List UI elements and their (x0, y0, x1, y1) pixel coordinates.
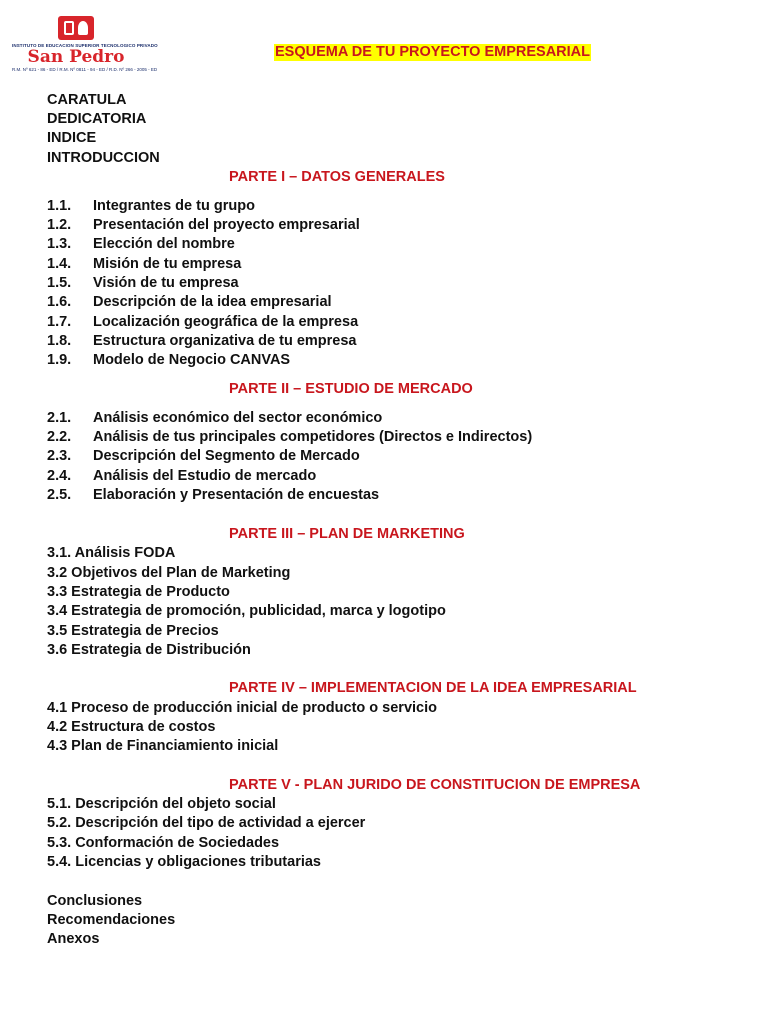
list-item: 2.2. Análisis de tus principales competidores (Directos e Indirectos) (47, 429, 533, 445)
list-item: 5.4. Licencias y obligaciones tributarias (47, 854, 321, 870)
intro-item: INTRODUCCION (47, 150, 160, 166)
intro-item: INDICE (47, 130, 97, 146)
page-title: ESQUEMA DE TU PROYECTO EMPRESARIAL (275, 44, 591, 60)
list-item: 1.8. Estructura organizativa de tu empresa (47, 333, 357, 349)
intro-item: DEDICATORIA (47, 111, 147, 127)
list-item: 3.2 Objetivos del Plan de Marketing (47, 565, 291, 581)
list-item: 1.3. Elección del nombre (47, 236, 235, 252)
intro-item: CARATULA (47, 92, 127, 108)
logo-name: San Pedro (27, 47, 125, 67)
list-item: 3.3 Estrategia de Producto (47, 584, 230, 600)
section-heading: PARTE III – PLAN DE MARKETING (229, 526, 465, 542)
list-item: 3.1. Análisis FODA (47, 545, 176, 561)
list-item: 2.3. Descripción del Segmento de Mercado (47, 448, 360, 464)
list-item: 1.5. Visión de tu empresa (47, 275, 239, 291)
list-item: 2.1. Análisis económico del sector económico (47, 410, 383, 426)
list-item: 1.7. Localización geográfica de la empresa (47, 314, 359, 330)
list-item: 2.4. Análisis del Estudio de mercado (47, 468, 317, 484)
section-heading: PARTE I – DATOS GENERALES (229, 169, 445, 185)
list-item: 1.9. Modelo de Negocio CANVAS (47, 352, 291, 368)
list-item: 1.1. Integrantes de tu grupo (47, 198, 255, 214)
closing-item: Recomendaciones (47, 912, 176, 928)
logo-registration: R.M. Nº 621 - 86 - ED / R.M. Nº 0811 - 94 - ED / R.D. Nº 266 - 2005 - ED (12, 67, 158, 72)
list-item: 3.4 Estrategia de promoción, publicidad, marca y logotipo (47, 603, 446, 619)
list-item: 5.3. Conformación de Sociedades (47, 835, 280, 851)
list-item: 3.5 Estrategia de Precios (47, 623, 219, 639)
list-item: 5.1. Descripción del objeto social (47, 796, 276, 812)
section-heading: PARTE IV – IMPLEMENTACION DE LA IDEA EMPRESARIAL (229, 680, 637, 696)
logo-institution: INSTITUTO DE EDUCACION SUPERIOR TECNOLOGICO PRIVADO (12, 43, 158, 48)
list-item: 3.6 Estrategia de Distribución (47, 642, 251, 658)
list-item: 1.4. Misión de tu empresa (47, 256, 242, 272)
section-heading: PARTE V - PLAN JURIDO DE CONSTITUCION DE EMPRESA (229, 777, 641, 793)
institute-logo (12, 14, 158, 76)
list-item: 4.1 Proceso de producción inicial de producto o servicio (47, 700, 437, 716)
list-item: 4.2 Estructura de costos (47, 719, 216, 735)
section-heading: PARTE II – ESTUDIO DE MERCADO (229, 381, 473, 397)
book-logo-icon (58, 16, 94, 40)
list-item: 4.3 Plan de Financiamiento inicial (47, 738, 279, 754)
list-item: 5.2. Descripción del tipo de actividad a ejercer (47, 815, 366, 831)
closing-item: Conclusiones (47, 893, 143, 909)
list-item: 1.6. Descripción de la idea empresarial (47, 294, 332, 310)
list-item: 1.2. Presentación del proyecto empresarial (47, 217, 360, 233)
list-item: 2.5. Elaboración y Presentación de encuestas (47, 487, 380, 503)
closing-item: Anexos (47, 931, 100, 947)
